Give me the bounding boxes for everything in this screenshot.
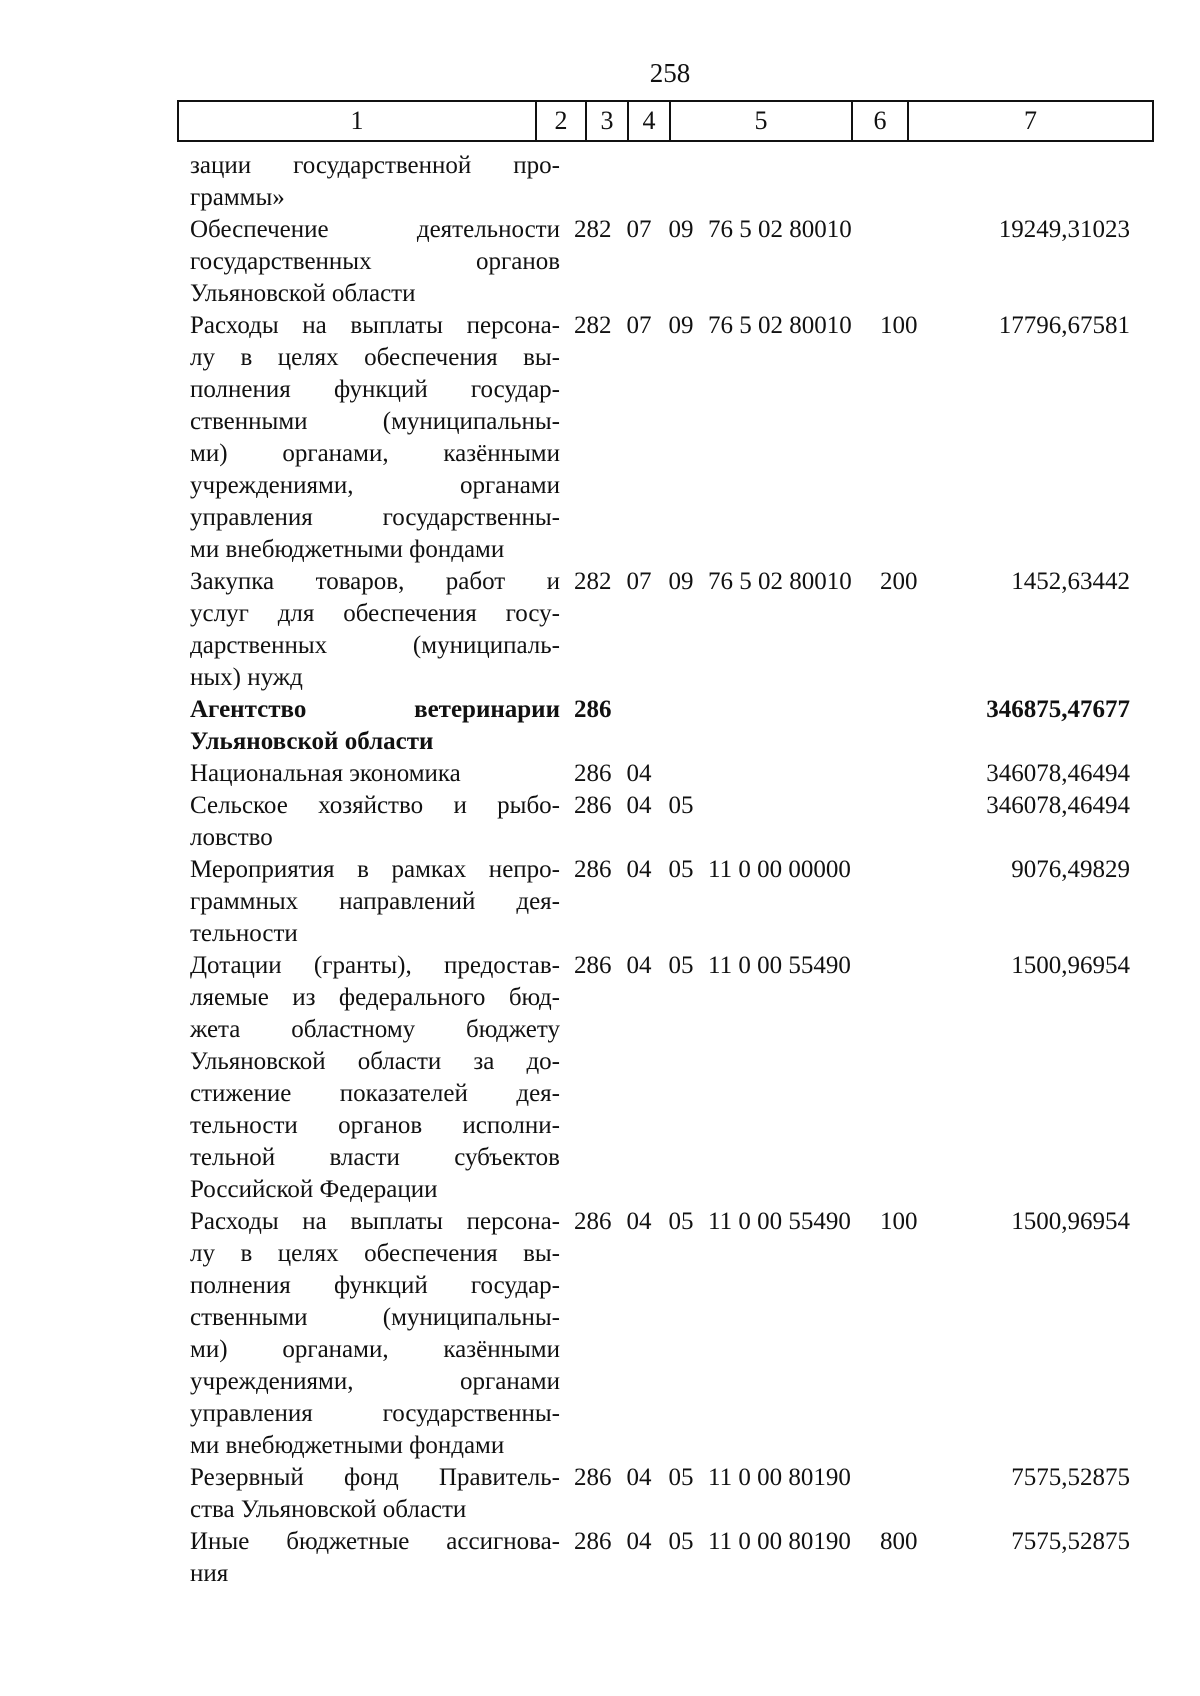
description-line: ловство bbox=[190, 824, 273, 851]
row-amount: 346875,47677 bbox=[986, 696, 1130, 723]
row-description bbox=[190, 1462, 560, 1526]
row-code-subsection: 05 bbox=[668, 792, 694, 819]
row-code-target: 11 0 00 55490 bbox=[708, 952, 851, 979]
description-line: Ульяновской области за до- bbox=[190, 1048, 560, 1075]
row-code-section: 04 bbox=[626, 952, 652, 979]
row-code-section: 04 bbox=[626, 1464, 652, 1491]
header-col-7: 7 bbox=[1024, 106, 1037, 135]
row-code-expense-type: 200 bbox=[880, 568, 918, 595]
row-code-admin: 286 bbox=[574, 760, 612, 787]
description-line: тельности органов исполни- bbox=[190, 1112, 560, 1139]
header-col-3: 3 bbox=[587, 102, 629, 140]
header-col-4: 4 bbox=[629, 102, 671, 140]
description-line: Ульяновской области bbox=[190, 280, 416, 307]
row-code-target: 11 0 00 55490 bbox=[708, 1208, 851, 1235]
table-row bbox=[190, 694, 1130, 758]
row-code-subsection: 05 bbox=[668, 1208, 694, 1235]
description-line: тельной власти субъектов bbox=[190, 1144, 560, 1171]
row-amount: 7575,52875 bbox=[1011, 1528, 1130, 1555]
row-code-target: 11 0 00 80190 bbox=[708, 1528, 851, 1555]
table-row bbox=[190, 854, 1130, 950]
row-code-target: 11 0 00 00000 bbox=[708, 856, 851, 883]
row-code-subsection: 05 bbox=[668, 1464, 694, 1491]
row-description bbox=[190, 214, 560, 310]
description-line: полнения функций государ- bbox=[190, 1272, 560, 1299]
description-line: граммных направлений дея- bbox=[190, 888, 560, 915]
description-line: зации государственной про- bbox=[190, 152, 560, 179]
table-row bbox=[190, 1206, 1130, 1462]
table-row bbox=[190, 1462, 1130, 1526]
description-line: услуг для обеспечения госу- bbox=[190, 600, 560, 627]
description-line: лу в целях обеспечения вы- bbox=[190, 344, 560, 371]
row-code-admin: 286 bbox=[574, 1528, 612, 1555]
row-amount: 1500,96954 bbox=[1011, 952, 1130, 979]
header-col-6: 6 bbox=[853, 102, 909, 140]
description-line: лу в целях обеспечения вы- bbox=[190, 1240, 560, 1267]
description-line: ния bbox=[190, 1560, 229, 1587]
table-header bbox=[177, 100, 1154, 142]
row-amount: 346078,46494 bbox=[986, 792, 1130, 819]
description-line: государственных органов bbox=[190, 248, 560, 275]
row-description bbox=[190, 566, 560, 694]
row-code-admin: 286 bbox=[574, 696, 612, 723]
description-line: ми внебюджетными фондами bbox=[190, 536, 505, 563]
description-line: Резервный фонд Правитель- bbox=[190, 1464, 560, 1491]
row-code-section: 04 bbox=[626, 1208, 652, 1235]
description-line: полнения функций государ- bbox=[190, 376, 560, 403]
header-col-1: 1 bbox=[179, 102, 537, 140]
row-description bbox=[190, 310, 560, 566]
table-row bbox=[190, 150, 1130, 214]
row-code-target: 76 5 02 80010 bbox=[708, 312, 852, 339]
row-code-target: 76 5 02 80010 bbox=[708, 216, 852, 243]
row-code-expense-type: 100 bbox=[880, 312, 918, 339]
row-description bbox=[190, 1526, 560, 1590]
table-row bbox=[190, 758, 1130, 790]
table-row bbox=[190, 790, 1130, 854]
row-amount: 9076,49829 bbox=[1011, 856, 1130, 883]
row-amount: 346078,46494 bbox=[986, 760, 1130, 787]
row-description bbox=[190, 150, 560, 214]
row-code-section: 07 bbox=[626, 216, 652, 243]
description-line: Мероприятия в рамках непро- bbox=[190, 856, 560, 883]
row-code-admin: 286 bbox=[574, 1464, 612, 1491]
description-line: Сельское хозяйство и рыбо- bbox=[190, 792, 560, 819]
row-amount: 7575,52875 bbox=[1011, 1464, 1130, 1491]
row-code-subsection: 05 bbox=[668, 952, 694, 979]
description-line: управления государственны- bbox=[190, 504, 560, 531]
description-line: ми) органами, казёнными bbox=[190, 440, 560, 467]
description-line: ственными (муниципальны- bbox=[190, 408, 560, 435]
row-code-admin: 286 bbox=[574, 856, 612, 883]
description-line: граммы» bbox=[190, 184, 285, 211]
row-code-section: 07 bbox=[626, 312, 652, 339]
table-row bbox=[190, 214, 1130, 310]
row-code-expense-type: 100 bbox=[880, 1208, 918, 1235]
row-amount: 17796,67581 bbox=[998, 312, 1130, 339]
row-code-subsection: 09 bbox=[668, 312, 694, 339]
description-line: ми) органами, казёнными bbox=[190, 1336, 560, 1363]
row-amount: 19249,31023 bbox=[998, 216, 1130, 243]
header-col-5: 5 bbox=[671, 102, 853, 140]
row-code-subsection: 05 bbox=[668, 1528, 694, 1555]
page-number: 258 bbox=[649, 58, 691, 88]
description-line: Обеспечение деятельности bbox=[190, 216, 560, 243]
description-line: учреждениями, органами bbox=[190, 472, 560, 499]
row-amount: 1452,63442 bbox=[1011, 568, 1130, 595]
description-line: ляемые из федерального бюд- bbox=[190, 984, 560, 1011]
row-description bbox=[190, 790, 560, 854]
row-description bbox=[190, 950, 560, 1206]
row-description bbox=[190, 694, 560, 758]
description-line: ми внебюджетными фондами bbox=[190, 1432, 505, 1459]
table-row bbox=[190, 1526, 1130, 1590]
description-line: Дотации (гранты), предостав- bbox=[190, 952, 560, 979]
row-code-subsection: 09 bbox=[668, 216, 694, 243]
row-code-section: 04 bbox=[626, 760, 652, 787]
header-col-2: 2 bbox=[537, 102, 587, 140]
row-code-target: 11 0 00 80190 bbox=[708, 1464, 851, 1491]
row-code-section: 04 bbox=[626, 792, 652, 819]
table-row bbox=[190, 566, 1130, 694]
row-code-section: 07 bbox=[626, 568, 652, 595]
description-line: Национальная экономика bbox=[190, 760, 461, 787]
description-line: Агентство ветеринарии bbox=[190, 696, 560, 723]
description-line: Расходы на выплаты персона- bbox=[190, 312, 560, 339]
row-amount: 1500,96954 bbox=[1011, 1208, 1130, 1235]
row-description bbox=[190, 758, 560, 790]
row-description bbox=[190, 854, 560, 950]
description-line: дарственных (муниципаль- bbox=[190, 632, 560, 659]
row-code-admin: 282 bbox=[574, 216, 612, 243]
description-line: управления государственны- bbox=[190, 1400, 560, 1427]
row-description bbox=[190, 1206, 560, 1462]
description-line: Расходы на выплаты персона- bbox=[190, 1208, 560, 1235]
row-code-admin: 286 bbox=[574, 1208, 612, 1235]
table-row bbox=[190, 950, 1130, 1206]
description-line: Иные бюджетные ассигнова- bbox=[190, 1528, 560, 1555]
row-code-admin: 282 bbox=[574, 568, 612, 595]
row-code-section: 04 bbox=[626, 856, 652, 883]
description-line: ных) нужд bbox=[190, 664, 303, 691]
description-line: Закупка товаров, работ и bbox=[190, 568, 560, 595]
description-line: ственными (муниципальны- bbox=[190, 1304, 560, 1331]
description-line: Ульяновской области bbox=[190, 728, 434, 755]
table-row bbox=[190, 310, 1130, 566]
description-line: ства Ульяновской области bbox=[190, 1496, 467, 1523]
row-code-admin: 286 bbox=[574, 952, 612, 979]
description-line: тельности bbox=[190, 920, 298, 947]
row-code-subsection: 05 bbox=[668, 856, 694, 883]
row-code-expense-type: 800 bbox=[880, 1528, 918, 1555]
row-code-admin: 286 bbox=[574, 792, 612, 819]
description-line: учреждениями, органами bbox=[190, 1368, 560, 1395]
description-line: Российской Федерации bbox=[190, 1176, 438, 1203]
row-code-target: 76 5 02 80010 bbox=[708, 568, 852, 595]
table-body bbox=[190, 150, 1130, 1590]
row-code-subsection: 09 bbox=[668, 568, 694, 595]
row-code-admin: 282 bbox=[574, 312, 612, 339]
description-line: жета областному бюджету bbox=[190, 1016, 560, 1043]
description-line: стижение показателей дея- bbox=[190, 1080, 560, 1107]
row-code-section: 04 bbox=[626, 1528, 652, 1555]
